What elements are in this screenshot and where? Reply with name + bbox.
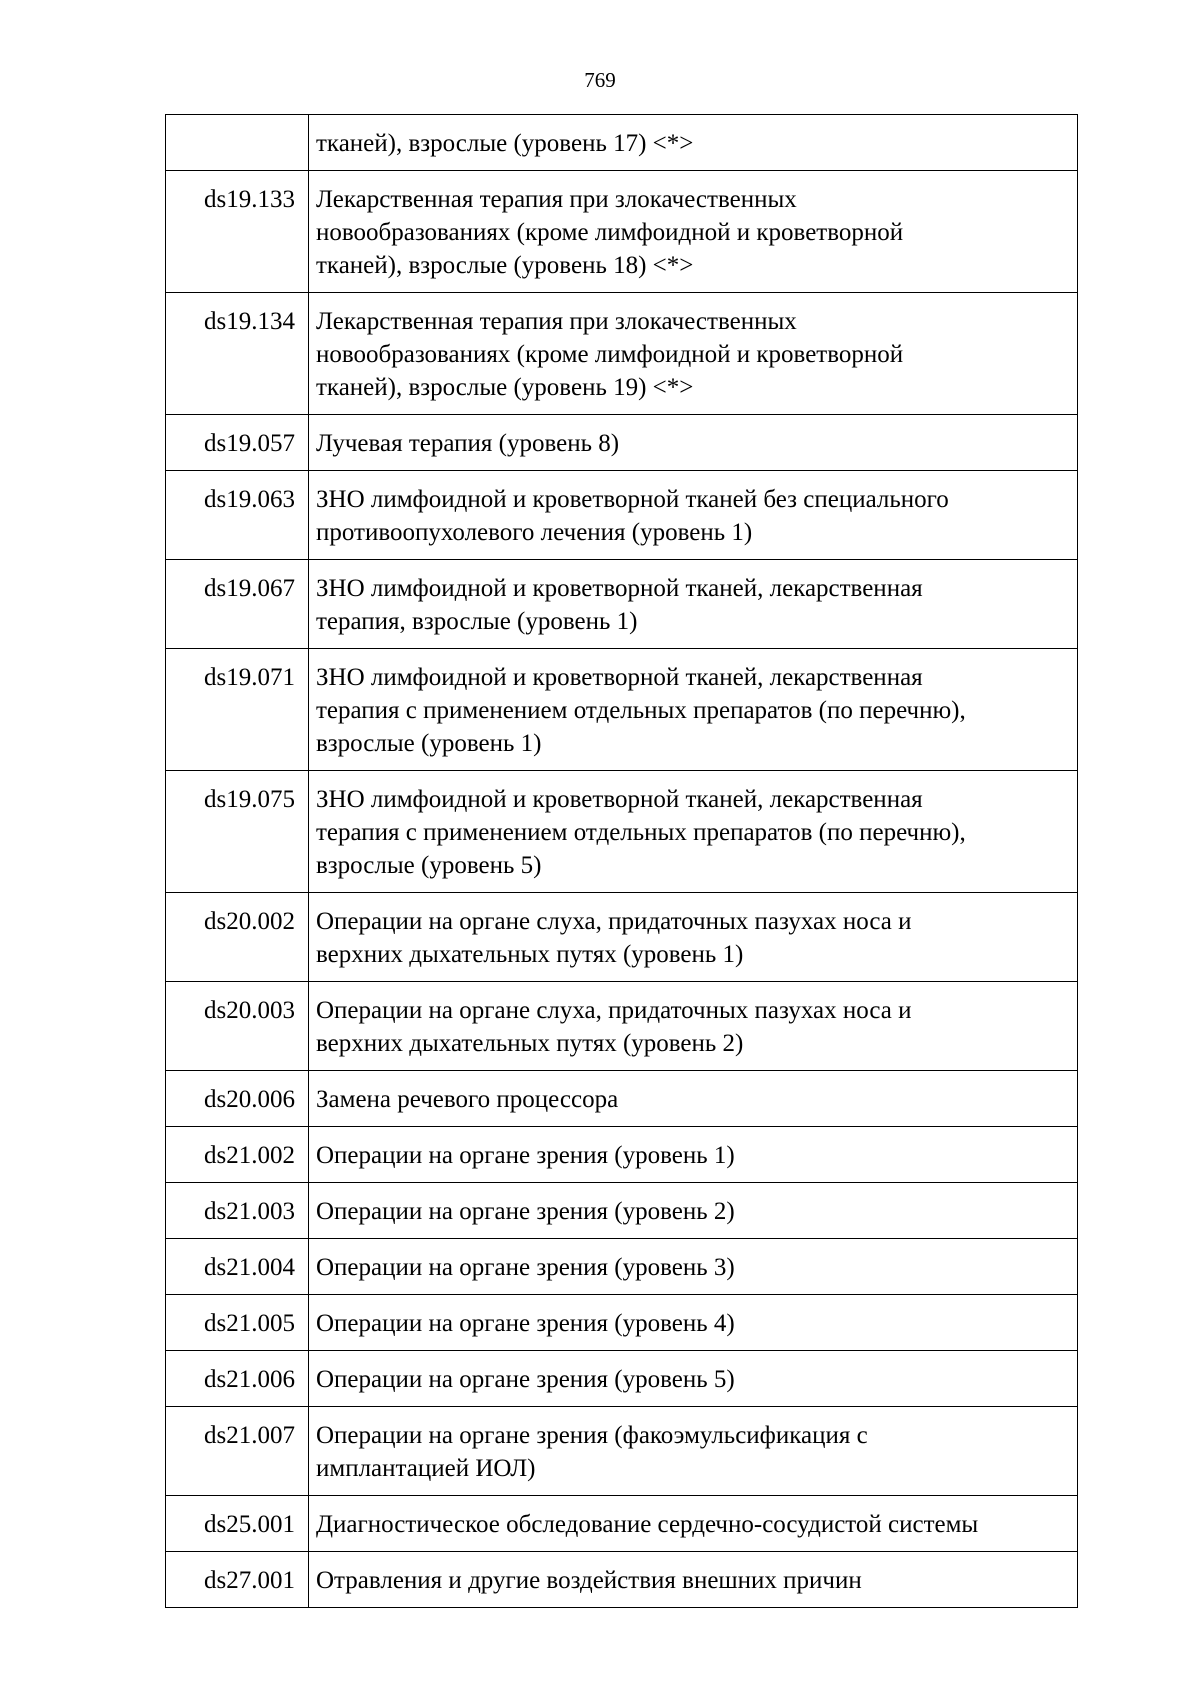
row-code: ds19.133 xyxy=(166,171,309,293)
row-description: Лекарственная терапия при злокачественных новообразованиях (кроме лимфоидной и кроветворной тканей), взрослые (уровень 18) <*> xyxy=(309,171,1078,293)
row-description: Операции на органе зрения (уровень 3) xyxy=(309,1239,1078,1295)
row-code: ds19.057 xyxy=(166,415,309,471)
page-number: 769 xyxy=(584,68,616,92)
table-row xyxy=(166,1295,1078,1351)
row-description: Операции на органе зрения (уровень 4) xyxy=(309,1295,1078,1351)
row-code: ds19.063 xyxy=(166,471,309,560)
table-row xyxy=(166,1127,1078,1183)
row-description: ЗНО лимфоидной и кроветворной тканей, лекарственная терапия, взрослые (уровень 1) xyxy=(309,560,1078,649)
table-row xyxy=(166,771,1078,893)
table-row xyxy=(166,115,1078,171)
row-description: Операции на органе слуха, придаточных пазухах носа и верхних дыхательных путях (уровень 2) xyxy=(309,982,1078,1071)
row-code: ds25.001 xyxy=(166,1496,309,1552)
row-description: Операции на органе слуха, придаточных пазухах носа и верхних дыхательных путях (уровень 1) xyxy=(309,893,1078,982)
row-description: ЗНО лимфоидной и кроветворной тканей без специального противоопухолевого лечения (уровень 1) xyxy=(309,471,1078,560)
row-description: Замена речевого процессора xyxy=(309,1071,1078,1127)
table-row xyxy=(166,171,1078,293)
row-code: ds19.071 xyxy=(166,649,309,771)
row-description: Лекарственная терапия при злокачественных новообразованиях (кроме лимфоидной и кроветворной тканей), взрослые (уровень 19) <*> xyxy=(309,293,1078,415)
row-description: ЗНО лимфоидной и кроветворной тканей, лекарственная терапия с применением отдельных препаратов (по перечню), взрослые (уровень 1) xyxy=(309,649,1078,771)
row-description: Лучевая терапия (уровень 8) xyxy=(309,415,1078,471)
row-code: ds21.007 xyxy=(166,1407,309,1496)
table-row xyxy=(166,649,1078,771)
table-row xyxy=(166,1496,1078,1552)
table-row xyxy=(166,1239,1078,1295)
row-code: ds21.002 xyxy=(166,1127,309,1183)
row-code: ds20.002 xyxy=(166,893,309,982)
table-row xyxy=(166,560,1078,649)
row-description: Диагностическое обследование сердечно-сосудистой системы xyxy=(309,1496,1078,1552)
row-description: Операции на органе зрения (факоэмульсификация с имплантацией ИОЛ) xyxy=(309,1407,1078,1496)
row-description: ЗНО лимфоидной и кроветворной тканей, лекарственная терапия с применением отдельных препаратов (по перечню), взрослые (уровень 5) xyxy=(309,771,1078,893)
table-row xyxy=(166,982,1078,1071)
table-row xyxy=(166,1183,1078,1239)
row-code: ds21.005 xyxy=(166,1295,309,1351)
row-description: Отравления и другие воздействия внешних причин xyxy=(309,1552,1078,1608)
row-code: ds19.067 xyxy=(166,560,309,649)
row-code xyxy=(166,115,309,171)
table-row xyxy=(166,1351,1078,1407)
row-code: ds20.006 xyxy=(166,1071,309,1127)
table-row xyxy=(166,1071,1078,1127)
row-description: тканей), взрослые (уровень 17) <*> xyxy=(309,115,1078,171)
table-row xyxy=(166,1552,1078,1608)
table-body xyxy=(166,115,1078,1608)
table-row xyxy=(166,893,1078,982)
table-row xyxy=(166,471,1078,560)
tariff-codes-table xyxy=(165,114,1078,1608)
row-code: ds27.001 xyxy=(166,1552,309,1608)
row-description: Операции на органе зрения (уровень 5) xyxy=(309,1351,1078,1407)
table-row xyxy=(166,293,1078,415)
table-row xyxy=(166,415,1078,471)
row-code: ds21.006 xyxy=(166,1351,309,1407)
row-code: ds19.075 xyxy=(166,771,309,893)
row-code: ds19.134 xyxy=(166,293,309,415)
row-code: ds21.004 xyxy=(166,1239,309,1295)
row-description: Операции на органе зрения (уровень 2) xyxy=(309,1183,1078,1239)
row-description: Операции на органе зрения (уровень 1) xyxy=(309,1127,1078,1183)
row-code: ds20.003 xyxy=(166,982,309,1071)
table-row xyxy=(166,1407,1078,1496)
row-code: ds21.003 xyxy=(166,1183,309,1239)
